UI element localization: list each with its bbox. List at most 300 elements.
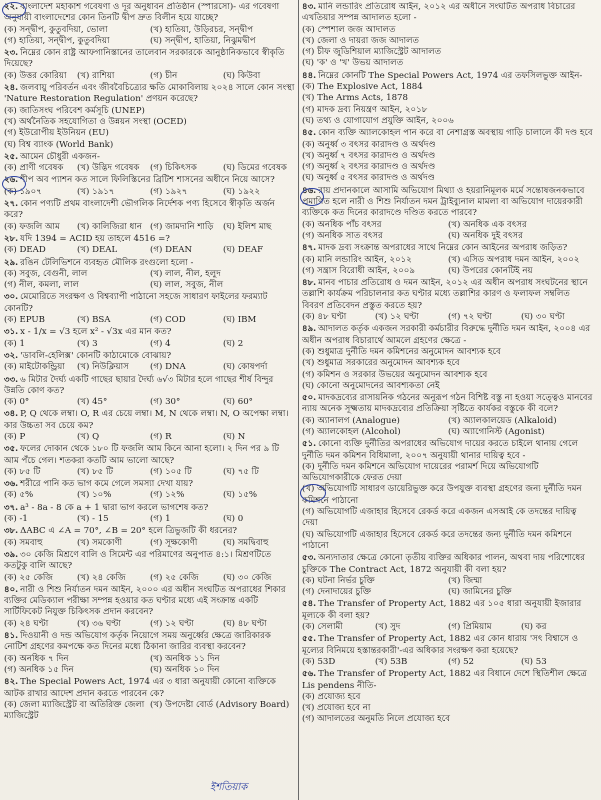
answer-option: (ঘ) কোষপর্দা (223, 362, 268, 373)
answer-option: (ঘ) অনুর্ধ্ব ৫ বৎসর কারাদণ্ড ও অর্থদণ্ড (302, 173, 435, 184)
answer-option: (খ) 45° (77, 397, 108, 408)
answer-option: (ঘ) সমদ্বিবাহু (223, 537, 269, 548)
question-stem: মানব পাচার প্রতিরোধ ও দমন আইন, ২০১২ এর অধীন অপরাধ সংঘটনের স্থানে তল্লাশি কার্যক্রম পরিচালনার কত ঘণ্টার মধ্যে তল্লাশির কারণ ও ফলাফল সম্বলিত বিবরণ প্রতিবেদন প্রস্তুত করতে হয়? (302, 278, 588, 311)
question-number: ৩৯. (4, 549, 19, 560)
answer-option: (ক) অনধিক পাঁচ বৎসর (302, 219, 382, 230)
option-list (4, 397, 296, 408)
answer-option: (খ) অনধিক ১১ দিন (150, 653, 220, 664)
answer-option: (খ) ১৯১৭ (77, 186, 115, 197)
handwritten-signature: ইশতিয়াক (210, 782, 248, 793)
answer-option: (ক) ঘটনা নির্ভর চুক্তি (302, 575, 375, 586)
question-item (4, 175, 296, 198)
question-stem: শীপ অব প্যাশন কত সালে ফিলিস্তিনের ব্রিটিশ শাসনের অধীনে নিয়ে আসে? (20, 175, 275, 186)
option-list (302, 312, 594, 323)
answer-option: (গ) নীল, কমলা, লাল (4, 280, 79, 291)
question-item (4, 292, 296, 326)
answer-option: (ঘ) অনধিক দুই বৎসর (448, 230, 523, 241)
question-number: ৪৩. (302, 2, 317, 12)
question-item (4, 526, 296, 549)
answer-option: (ক) প্রাণী গবেষক (4, 163, 64, 174)
question-text (302, 243, 594, 254)
left-column (4, 2, 296, 798)
answer-option: (খ) জিম্মা (448, 575, 483, 586)
question-item (4, 351, 296, 374)
option-list (302, 255, 594, 278)
answer-option: (খ) অ্যালকালয়েড (Alkaloid) (448, 415, 557, 426)
question-stem: P, Q থেকে লম্বা। O, R এর চেয়ে লম্বা। M, N থেকে লম্বা। N, O অপেক্ষা লম্বা। কার উচ্চতা সব চেয়ে কম? (4, 409, 289, 431)
answer-option: (গ) COD (150, 315, 186, 326)
question-text (4, 631, 296, 654)
column-divider (298, 0, 299, 800)
answer-option: (খ) এসিড অপরাধ দমন আইন, ২০০২ (448, 254, 580, 265)
question-item (302, 599, 594, 633)
question-text (302, 669, 594, 692)
question-item (4, 83, 296, 151)
answer-option: (ক) ফজলি আম (4, 221, 60, 232)
option-list (302, 657, 594, 668)
question-number: ২৯. (4, 257, 19, 268)
question-number: ৫১. (302, 439, 317, 450)
answer-option: (গ) 30° (150, 397, 181, 408)
question-stem: মাদক দ্রব্য সংক্রান্ত অপরাধের সাথে নিম্নের কোন আইনের অপরাধ জড়িত? (318, 243, 568, 254)
question-number: ২৮. (4, 233, 19, 244)
option-list (4, 106, 296, 151)
answer-option: (গ) R (150, 431, 172, 442)
answer-option: (ক) সবুজ, বেগুনী, লাল (4, 268, 88, 279)
option-list (302, 347, 594, 392)
answer-option: (গ) দেনাদায়ের চুক্তি (302, 587, 372, 598)
question-stem: রঙিন টেলিভিশনে ব্যবহৃত মৌলিক রংগুলো হলো - (20, 257, 194, 268)
answer-option: (গ) ইউরোপীয় ইউনিয়ন (EU) (4, 128, 109, 139)
option-list (4, 269, 296, 292)
question-text (4, 351, 296, 362)
option-list (302, 25, 594, 70)
question-text (302, 599, 594, 622)
question-text (4, 152, 296, 163)
answer-option: (ক) ২৫ কেজি (4, 572, 53, 583)
question-item (302, 243, 594, 277)
question-number: ৫৫. (302, 634, 317, 645)
option-list (302, 220, 594, 243)
answer-option: (ঘ) ইলিশ মাছ (223, 221, 272, 232)
answer-option: (ঘ) ৭৫ টি (223, 466, 259, 477)
answer-option: (ঘ) লাল, সবুজ, নীল (150, 280, 224, 291)
answer-option: (খ) প্রযোজ্য হবে না (302, 703, 371, 714)
answer-option: (ঘ) 60° (223, 397, 253, 408)
answer-option: (খ) Q (77, 431, 100, 442)
question-item (302, 2, 594, 70)
answer-option: (ক) The Explosive Act, 1884 (302, 82, 423, 93)
answer-option: (ঘ) DEAF (223, 245, 264, 256)
answer-option: (খ) উদ্ভিদ গবেষক (77, 163, 140, 174)
answer-option: (গ) প্রিমিয়াম (448, 622, 492, 633)
option-list (302, 576, 594, 599)
question-text (4, 83, 296, 106)
answer-option: (খ) উপদেষ্টা বোর্ড (Advisory Board) (150, 699, 290, 710)
question-item (4, 375, 296, 409)
answer-option: (ক) মাইটোকন্ড্রিয়া (4, 362, 65, 373)
answer-option: (ক) DEAD (4, 245, 46, 256)
question-item (302, 324, 594, 392)
question-stem: কোন পণ্যটি প্রথম বাংলাদেশী ভৌগলিক নির্দেশক পণ্য হিসেবে স্বীকৃতি অর্জন করে? (4, 199, 275, 221)
answer-option: (গ) DNA (150, 362, 186, 373)
question-stem: মানি লন্ডারিং প্রতিরোধ আইন, ২০১২ এর অধীনে সংঘটিত অপরাধ বিচারের এখতিয়ার সম্পন্ন আদালত হলো - (302, 2, 576, 24)
answer-option: (খ) ৮৫ টি (77, 466, 114, 477)
answer-option: (ঘ) 53 (521, 656, 547, 667)
answer-option: (গ) অনুর্ধ্ব ২ বৎসর কারাদণ্ড ও অর্থদণ্ড (302, 162, 436, 173)
question-number: ৩৮. (4, 526, 19, 537)
answer-option: (ঘ) ৩০ ঘণ্টা (521, 312, 565, 323)
answer-option: (খ) সমকোণী (77, 537, 123, 548)
answer-option: (খ) জেলা ও দায়রা জজ আদালত (302, 35, 419, 46)
answer-option: (গ) ১২% (150, 490, 185, 501)
question-text (302, 553, 594, 576)
answer-option: (ঘ) N (223, 431, 246, 442)
question-stem: অন্যদাতার ক্ষেত্রে কোনো তৃতীয় ব্যক্তির অধিকার পালন, অথবা দায় পরিশোধের চুক্তিকে The Contract Act, 1872 অনুযায়ী কী বলা হয়? (302, 553, 585, 575)
option-list (302, 140, 594, 185)
question-stem: ফলের দোকান থেকে ১৮০ টি ফজলি আম কিনে আনা হলো। ২ দিন পর ৯ টি আম পঁচে গেল। শতকরা কতটি আম ভালো আছে? (4, 444, 280, 466)
option-list (4, 573, 296, 584)
question-number: ২২. (4, 2, 19, 12)
question-text (4, 327, 296, 338)
answer-option: (গ) ৭২ ঘণ্টা (448, 312, 492, 323)
question-stem: আদালত কর্তৃক একজন সরকারী কর্মচারীর বিরুদ্ধে দুর্নীতি দমন আইন, ২০০৪ এর অধীন অপরাধ বিচারার্থে আমলে গ্রহণের ক্ষেত্রে - (302, 324, 591, 346)
answer-option: (খ) 3 (77, 338, 98, 349)
question-item (4, 2, 296, 47)
question-number: ৩৬. (4, 479, 19, 490)
question-text (302, 324, 594, 347)
answer-option: (খ) হাতিয়া, উড়িরচর, সন্দ্বীপ (150, 24, 254, 35)
answer-option: (ক) মানি লন্ডারিং আইন, ২০১২ (302, 254, 412, 265)
question-stem: মেমোরিতে সংরক্ষণ ও বিশ্বব্যাপী পাঠানো সহজে সাধারণ ফাইলের ফরম্যাট কোনটি? (4, 292, 268, 314)
question-number: ৫৪. (302, 599, 317, 610)
question-text (4, 234, 296, 245)
pen-circle-mark (300, 484, 326, 502)
answer-option: (ক) EPUB (4, 315, 45, 326)
question-stem: নিম্নের কোন রাষ্ট্র আফগানিস্তানের তালেবান সরকারকে আনুষ্ঠানিকভাবে স্বীকৃতি দিয়েছে? (4, 48, 285, 70)
answer-option: (খ) The Arms Acts, 1878 (302, 93, 408, 104)
question-number: ৩৪. (4, 409, 19, 420)
answer-option: (খ) ৩৬ ঘণ্টা (77, 618, 121, 629)
question-number: ২৬. (4, 175, 19, 186)
question-number: ৩১. (4, 327, 19, 338)
answer-option: (ক) সমবাহু (4, 537, 43, 548)
right-column (302, 2, 594, 798)
option-list (4, 71, 296, 82)
answer-option: (ক) 53D (302, 656, 336, 667)
answer-option: (ক) জেলা ম্যাজিস্ট্রেট বা অতিরিক্ত জেলা ম্যাজিস্ট্রেট (4, 699, 145, 722)
question-item (4, 327, 296, 350)
answer-option: (ক) শুধুমাত্র দুর্নীতি দমন কমিশনের অনুমোদন আবশ্যক হবে (302, 346, 501, 357)
answer-option: (ঘ) অনধিক ১০ দিন (150, 664, 220, 675)
question-number: ৪৪. (302, 70, 317, 81)
question-item (302, 278, 594, 323)
question-stem: জলবায়ু পরিবর্তন এবং জীববৈচিত্র্যের ক্ষতি মোকাবিলায় ২০২৪ সালে কোন সংস্থা 'Nature Restoration Regulation' প্রণয়ন করেছে? (4, 83, 295, 105)
question-number: ৪৮. (302, 278, 317, 289)
answer-option: (ঘ) সন্দ্বীপ, হাতিয়া, নিঝুমদ্বীপ (150, 35, 256, 46)
answer-option: (ঘ) ১৯২২ (223, 186, 261, 197)
question-text (4, 677, 296, 700)
question-item (4, 503, 296, 526)
question-item (4, 479, 296, 502)
answer-option: (গ) 1 (150, 514, 171, 525)
option-list (4, 222, 296, 233)
question-item (4, 444, 296, 478)
question-item (4, 409, 296, 443)
question-stem: আমেন চৌধুরী একজন- (20, 151, 100, 162)
answer-option: (ঘ) কিউবা (223, 70, 261, 81)
option-list (4, 25, 296, 48)
answer-option: (ক) ১৯০৭ (4, 186, 42, 197)
answer-option: (খ) অনধিক এক বৎসর (448, 219, 527, 230)
answer-option: (খ) নিউক্লিয়াস (77, 362, 129, 373)
option-list (4, 654, 296, 677)
pen-circle-mark (2, 176, 26, 192)
question-stem: ΔABC এ ∠A = 70°, ∠B = 20° হলে ত্রিভুজটি কী ধরনের? (20, 526, 238, 537)
question-item (302, 186, 594, 242)
question-text (4, 503, 296, 514)
question-stem: ৩০ কেজি মিশ্রণে বালি ও সিমেন্ট এর পরিমাণের অনুপাত ৪:১। মিশ্রণটিতে কতটুকু বালি আছে? (4, 549, 272, 572)
answer-option: (গ) মাদক দ্রব্য নিয়ন্ত্রণ আইন, ২০১৮ (302, 104, 428, 115)
question-number: ৩০. (4, 292, 19, 303)
option-list (4, 467, 296, 478)
question-number: ৫৬. (302, 669, 317, 680)
answer-option: (ক) ৮৫ টি (4, 466, 41, 477)
question-stem: 'ডাবলি-হেলিক্স' কোনটি কাঠামোকে বোঝায়? (20, 350, 172, 361)
pen-circle-mark (2, 2, 26, 18)
answer-option: (ক) দুর্নীতি দমন কমিশনে অভিযোগ দায়েরের পরামর্শ দিয়ে অভিযোগটি অভিযোগকারীকে ফেরত দেয়া (302, 461, 539, 484)
question-stem: যদি 1394 = ACID হয় তাহলে 4516 =? (20, 233, 170, 244)
answer-option: (ঘ) ১৫% (223, 490, 258, 501)
answer-option: (খ) ২৪ কেজি (77, 572, 126, 583)
answer-option: (গ) হাতিয়া, সন্দ্বীপ, কুতুবদিয়া (4, 35, 110, 46)
question-text (4, 550, 296, 573)
answer-option: (ঘ) কর (521, 622, 547, 633)
answer-option: (গ) অনধিক ১৫ দিন (4, 664, 74, 675)
answer-option: (ক) অনধিক ৭ দিন (4, 653, 69, 664)
answer-option: (গ) ২৫ কেজি (150, 572, 199, 583)
question-stem: কোন ব্যক্তি অ্যালকোহল পান করে বা নেশাগ্রস্ত অবস্থায় গাড়ি চালালে কী দণ্ড হবে (318, 128, 593, 139)
option-list (4, 490, 296, 501)
question-text (4, 199, 296, 222)
answer-option: (খ) অভিযোগটি সাধারণ ডায়েরিভুক্ত করে উপযুক্ত ব্যবস্থা গ্রহণের জন্য দুর্নীতি দমন কমিশনে পাঠানো (302, 484, 582, 506)
question-number: ৪২. (4, 677, 19, 688)
question-item (302, 439, 594, 552)
question-item (4, 631, 296, 676)
question-stem: a³ - 8a - 8 কে a + 1 দ্বারা ভাগ করলে ভাগশেষ কত? (20, 502, 209, 513)
answer-option: (গ) 52 (448, 656, 475, 667)
question-number: ৫০. (302, 393, 317, 404)
question-text (302, 186, 594, 220)
question-number: ২৭. (4, 199, 19, 210)
question-item (302, 71, 594, 127)
answer-option: (ক) জাতিসংঘ পরিবেশ কর্মসূচি (UNEP) (4, 105, 145, 116)
question-text (4, 175, 296, 186)
answer-option: (ক) উত্তর কোরিয়া (4, 70, 67, 81)
question-item (4, 677, 296, 722)
answer-option: (ক) 0° (4, 397, 30, 408)
question-stem: নারী ও শিশু নির্যাতন দমন আইন, ২০০০ এর অধীন সংঘটিত অপরাধের শিকার ব্যক্তির মেডিক্যাল পরীক্ষা সম্পন্ন হওয়ার কত ঘণ্টার মধ্যে এই সংক্রান্ত একটি সার্টিফিকেট নিযুক্ত চিকিৎসক প্রদান করবেন? (4, 584, 286, 618)
answer-option: (গ) অ্যালকোহল (Alcohol) (302, 426, 401, 437)
question-stem: দিওয়ানী ও দন্ড অভিযোগ কর্তৃক নিয়োগে সময় অনুর্ধ্বের ক্ষেত্রে জারিকারক নোটিশ গ্রহণের কমপক্ষে কত দিনের মধ্যে ঠিকানা জারির ব্যবস্থা করবেন? (4, 631, 271, 653)
question-text (4, 526, 296, 537)
answer-option: (ক) অনুর্ধ্ব ৩ বৎসর কারাদণ্ড ও অর্থদণ্ড (302, 139, 436, 150)
question-number: ৩৩. (4, 374, 19, 385)
answer-option: (খ) 53B (375, 656, 408, 667)
question-number: ৪৫. (302, 128, 317, 139)
option-list (302, 82, 594, 127)
question-text (302, 2, 594, 25)
question-text (4, 585, 296, 619)
answer-option: (ক) ২৪ ঘণ্টা (4, 618, 49, 629)
answer-option: (ঘ) অ্যাগোনিস্ট (Agonist) (448, 426, 545, 437)
answer-option: (গ) ১৯২৭ (150, 186, 188, 197)
question-stem: মাদকদ্রব্যের রাসায়নিক গঠনের অনুরূপ গঠন বিশিষ্ট বস্তু না হওয়া সত্ত্বেও মানবের ন্যায় অনেক সূক্ষ্মতায় মাদকদ্রব্যের প্রতিক্রিয়া সৃষ্টিতে কার্যকর বস্তুকে কী বলে? (302, 393, 593, 415)
option-list (4, 362, 296, 373)
question-stem: The Special Powers Act, 1974 এর ৩ ধারা অনুযায়ী কোনো ব্যক্তিকে আটক রাখার আদেশ প্রদান করতে পারবেন কে? (4, 677, 276, 699)
question-text (4, 409, 296, 432)
question-number: ৪১. (4, 631, 19, 642)
question-text (302, 71, 594, 82)
question-stem: বাংলাদেশ মহাকাশ গবেষণা ও দূর অনুধাবন প্রতিষ্ঠান (স্পারসো)- এর গবেষণা অনুযায়ী বাংলাদেশের কোন তিনটি দ্বীপ দ্রুত বিলীন হয়ে যাচ্ছে? (4, 2, 280, 24)
option-list (4, 432, 296, 443)
answer-option: (ক) অ্যানালগ (Analogue) (302, 415, 400, 426)
question-number: ২৩. (4, 48, 19, 59)
option-list (4, 245, 296, 256)
question-stem: শরীরে পানি কত ভাগ কমে গেলে সমস্যা দেখা যায়? (20, 479, 193, 490)
question-stem: x - 1/x = √3 হলে x² - √3x এর মান কত? (20, 327, 172, 338)
option-list (4, 339, 296, 350)
answer-option: (খ) DEAL (77, 245, 118, 256)
answer-option: (ক) P (4, 431, 26, 442)
question-item (4, 550, 296, 584)
question-number: ২৪. (4, 83, 19, 94)
answer-option: (খ) শুধুমাত্র সরকারের অনুমোদন আবশ্যক হবে (302, 358, 460, 369)
answer-option: (ঘ) কোনো অনুমোদনের আবশ্যকতা নেই (302, 380, 440, 391)
question-number: ২৫. (4, 151, 19, 162)
question-number: ৪৬. (302, 185, 317, 196)
question-text (4, 2, 296, 25)
answer-option: (খ) BSA (77, 315, 111, 326)
answer-option: (ঘ) 'ক' ও 'খ' উভয় আদালত (302, 58, 404, 69)
option-list (4, 538, 296, 549)
answer-option: (ঘ) IBM (223, 315, 257, 326)
option-list (4, 315, 296, 326)
option-list (4, 619, 296, 630)
question-stem: কোনো ব্যক্তি দুর্নীতির অপরাধের অভিযোগ দায়ের করতে চাইলে থানায় গেলে দুর্নীতি দমন কমিশন বিধিমালা, ২০০৭ অনুযায়ী থানার দায়িত্ব হবে - (302, 439, 579, 461)
option-list (302, 416, 594, 439)
option-list (4, 163, 296, 174)
question-text (4, 444, 296, 467)
answer-option: (ঘ) ৩০ কেজি (223, 572, 272, 583)
question-text (4, 479, 296, 490)
question-stem: রায় প্রদানকালে আসামি অভিযোগ মিথ্যা ও হয়রানিমূলক মর্মে সন্তোষজনকভাবে প্রমাণিত হলে নারী ও শিশু নির্যাতন দমন ট্রাইব্যুনাল মামলা বা অভিযোগ দায়েরকারী ব্যক্তিকে কত দিনের কারাদণ্ডে দণ্ডিত করতে পারবে? (302, 185, 585, 219)
question-item (302, 393, 594, 438)
answer-option: (ঘ) ৪৮ ঘণ্টা (223, 618, 267, 629)
answer-option: (ঘ) তথ্য ও যোগাযোগ প্রযুক্তি আইন, ২০০৬ (302, 115, 454, 126)
question-stem: The Transfer of Property Act, 1882 এর ১০৫ ধারা অনুযায়ী ইজারার মূল্যকে কী বলা হয়? (302, 599, 582, 621)
option-list (4, 514, 296, 525)
question-item (302, 128, 594, 184)
answer-option: (ঘ) 2 (223, 338, 244, 349)
answer-option: (ঘ) ডিমের গবেষক (223, 163, 287, 174)
question-number: ৩৫. (4, 444, 19, 455)
answer-option: (গ) DEAN (150, 245, 192, 256)
answer-option: (ঘ) উপরের কোনটিই নয় (448, 265, 533, 276)
question-item (4, 585, 296, 630)
question-text (302, 439, 594, 462)
answer-option: (গ) অনধিক সাত বৎসর (302, 230, 383, 241)
answer-option: (গ) চীন (150, 70, 178, 81)
answer-option: (গ) চিকিৎসক (150, 163, 197, 174)
answer-option: (গ) সূক্ষকোণী (150, 537, 198, 548)
answer-option: (ঘ) অভিযোগটি এজাহার হিসেবে রেকর্ড করে তদন্তের জন্য দুর্নীতি দমন কমিশনে পাঠানো (302, 529, 572, 551)
question-stem: ৬ মিটার দৈর্ঘ্য একটি গাছের ছায়ার দৈর্ঘ্য ৬√৩ মিটার হলে গাছের শীর্ষ বিন্দুর উন্নতি কোণ কত? (4, 374, 274, 396)
question-text (4, 375, 296, 398)
question-item (302, 669, 594, 725)
pen-circle-mark (300, 185, 324, 206)
answer-option: (খ) অনুর্ধ্ব ৭ বৎসর কারাদণ্ড ও অর্থদণ্ড (302, 150, 436, 161)
answer-option: (ক) সন্দ্বীপ, কুতুবদিয়া, ভোলা (4, 24, 108, 35)
question-number: ৫৩. (302, 553, 317, 564)
option-list (302, 462, 594, 552)
answer-option: (গ) জামদানি শাড়ি (150, 221, 214, 232)
answer-option: (খ) লাল, নীল, হলুদ (150, 268, 221, 279)
answer-option: (গ) ১০৫ টি (150, 466, 192, 477)
answer-option: (গ) ১২ ঘণ্টা (150, 618, 194, 629)
option-list (4, 700, 296, 723)
answer-option: (খ) রাশিয়া (77, 70, 115, 81)
answer-option: (গ) 4 (150, 338, 171, 349)
question-item (4, 199, 296, 233)
answer-option: (ক) -1 (4, 514, 28, 525)
answer-option: (ক) ৪৮ ঘণ্টা (302, 312, 347, 323)
question-number: ৪৭. (302, 243, 317, 254)
question-item (4, 258, 296, 292)
question-text (4, 258, 296, 269)
answer-option: (গ) কমিশন ও সরকার উভয়ের অনুমোদন আবশ্যক হবে (302, 369, 488, 380)
question-number: ৪৯. (302, 324, 317, 335)
question-number: ৪০. (4, 584, 19, 595)
answer-option: (খ) ১২ ঘণ্টা (375, 312, 419, 323)
answer-option: (ঘ) 0 (223, 514, 244, 525)
answer-option: (গ) অভিযোগটি এজাহার হিসেবে রেকর্ড করে একজন এসআই কে তদন্তের দায়িত্ব দেয়া (302, 507, 577, 529)
question-text (302, 634, 594, 657)
question-item (4, 234, 296, 257)
answer-option: (ক) স্পেশাল জজ আদালত (302, 24, 396, 35)
question-text (302, 128, 594, 139)
question-text (4, 48, 296, 71)
question-item (302, 634, 594, 668)
question-stem: নিম্নের কোনটি The Special Powers Act, 1974 এর তফসিলভুক্ত আইন- (318, 70, 583, 81)
question-stem: The Transfer of Property Act, 1882 এর বিধানে দেশে স্থিতিশীল ক্ষেত্রে Lis pendens নীতি- (302, 669, 587, 691)
answer-option: (খ) সুদ (375, 622, 401, 633)
question-item (302, 553, 594, 598)
answer-option: (খ) - 15 (77, 514, 109, 525)
answer-option: (খ) ১০% (77, 490, 112, 501)
answer-option: (ঘ) বিশ্ব ব্যাংক (World Bank) (4, 139, 114, 150)
question-number: ৩৭. (4, 502, 19, 513)
question-item (4, 48, 296, 82)
question-stem: The Transfer of Property Act, 1882 এর কোন ধারায় 'সৎ বিশ্বাসে ও মূল্যের বিনিময়ে হস্তান্তরকারী'-এর অধিকার সংরক্ষণ করা হয়েছে? (302, 634, 579, 656)
answer-option: (গ) আদালতের অনুমতি নিলে প্রযোজ্য হবে (302, 714, 450, 725)
answer-option: (ক) 1 (4, 338, 25, 349)
answer-option: (ক) সেলামী (302, 622, 343, 633)
answer-option: (খ) কালিজিরা ধান (77, 221, 142, 232)
question-text (302, 278, 594, 312)
answer-option: (গ) সন্ত্রাস বিরোধী আইন, ২০০৯ (302, 265, 415, 276)
answer-option: (ক) প্রযোজ্য হবে (302, 691, 361, 702)
